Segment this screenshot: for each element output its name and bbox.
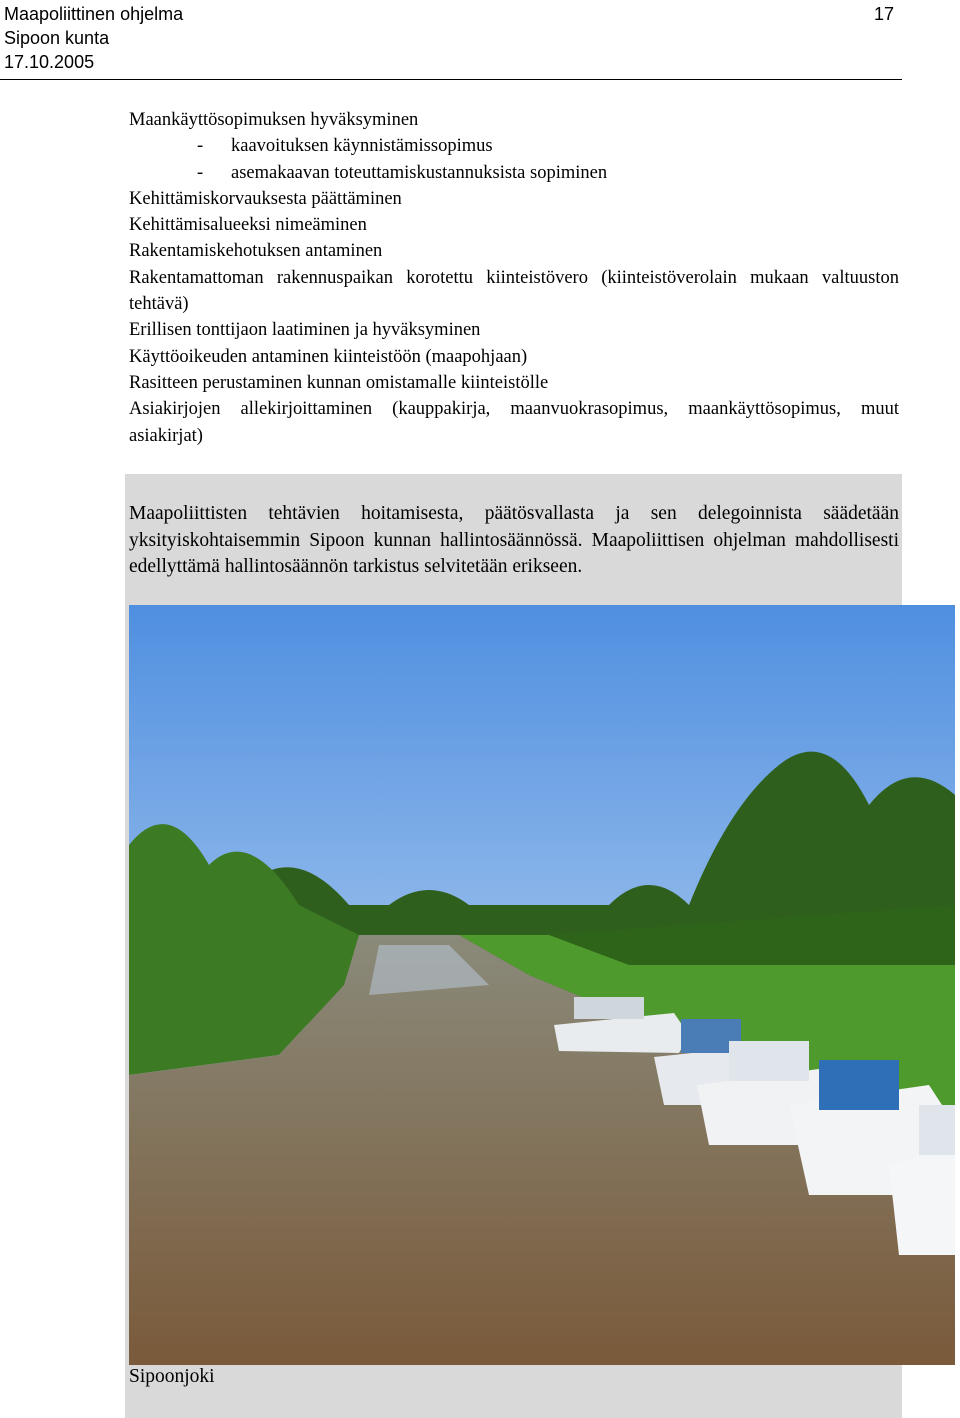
- list-subitem-text: asemakaavan toteuttamiskustannuksista sopiminen: [231, 162, 608, 183]
- list-item: Käyttöoikeuden antaminen kiinteistöön (maapohjaan): [129, 346, 528, 367]
- document-title: Maapoliittinen ohjelma: [4, 4, 184, 24]
- list-dash: -: [197, 162, 204, 183]
- list-subitem: [129, 160, 899, 186]
- page-number: 17: [873, 4, 894, 24]
- list-item: Maankäyttösopimuksen hyväksyminen: [129, 110, 419, 130]
- highlight-box: [125, 474, 902, 1418]
- list-subitem: [129, 133, 899, 159]
- photo-caption: Sipoonjoki: [129, 1366, 215, 1387]
- page-header: [0, 0, 902, 80]
- list-item: Erillisen tonttijaon laatiminen ja hyväksyminen: [129, 320, 481, 341]
- list-item: Rakentamattoman rakennuspaikan korotettu kiinteistövero (kiinteistöverolain mukaan valtuuston tehtävä): [129, 267, 899, 315]
- header-divider: [0, 79, 902, 80]
- list-item: Rakentamiskehotuksen antaminen: [129, 241, 383, 262]
- box-paragraph: Maapoliittisten tehtävien hoitamisesta, päätösvallasta ja sen delegoinnista säädetään yksityiskohtaisemmin Sipoon kunnan hallintosäännössä. Maapoliittisen ohjelman mahdollisesti edellyttämä hallintosäännön tarkistus selvitetään erikseen.: [129, 503, 899, 577]
- list-item: Asiakirjojen allekirjoittaminen (kauppakirja, maanvuokrasopimus, maankäyttösopimus, muut asiakirjat): [129, 399, 899, 446]
- organization-name: Sipoon kunta: [4, 28, 110, 48]
- list-item: Kehittämisalueeksi nimeäminen: [129, 215, 367, 236]
- list-item: Kehittämiskorvauksesta päättäminen: [129, 188, 402, 209]
- list-item: Rasitteen perustaminen kunnan omistamalle kiinteistölle: [129, 372, 549, 393]
- river-photo-illustration: [129, 605, 955, 1365]
- task-list: [129, 107, 899, 449]
- list-subitem-text: kaavoituksen käynnistämissopimus: [231, 136, 493, 157]
- document-date: 17.10.2005: [4, 52, 95, 72]
- list-dash: -: [197, 136, 204, 157]
- river-photo: [129, 605, 955, 1365]
